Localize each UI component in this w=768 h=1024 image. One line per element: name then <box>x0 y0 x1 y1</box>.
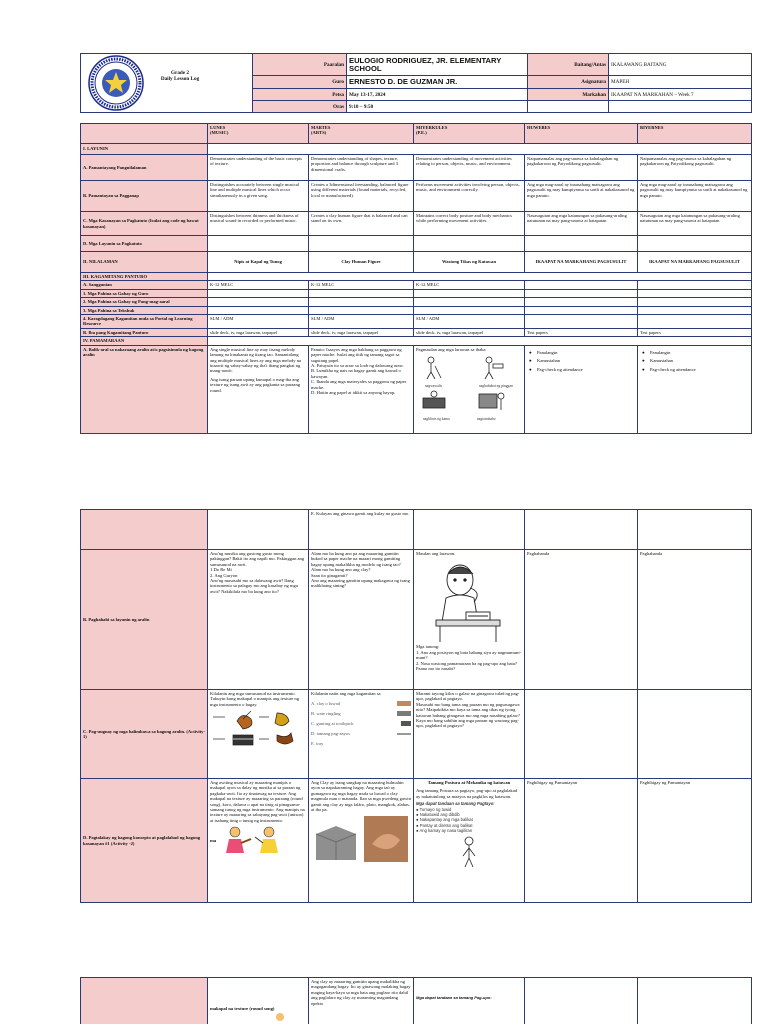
iba-pang-lunes: slide deck, tv, mga larawan, tarpapel <box>208 329 309 337</box>
empty-cell <box>525 978 638 1024</box>
bottom-miyerkules <box>414 978 525 1024</box>
paaralan-value: EULOGIO RODRIGUEZ, JR. ELEMENTARY SCHOOL <box>347 54 528 76</box>
empty-cell <box>208 298 309 306</box>
day-lunes: LUNES (MUSIC) <box>208 124 309 144</box>
day-huwebes: HUWEBES <box>525 124 638 144</box>
lesson-table-page2 <box>80 509 752 903</box>
balik-aral-biyernes <box>638 345 752 433</box>
balik-aral-lunes-p1: Ang single musical line ay may iisang melody lamang na kinakanta ng iisang tao. Samantalang ang multiple musical lines ay ang mga melody na inaawit ng sabay-sabay ng iba't ibang pangkat ng mang-aawit. <box>210 346 302 374</box>
pagtalakay-lunes <box>208 779 309 903</box>
list-item: ● Nakatuwid ang dibdib <box>416 812 460 818</box>
chore-caption-4: nagtatrabaho <box>477 417 496 422</box>
empty-cell <box>638 236 752 252</box>
chore-picture-2 <box>485 357 503 379</box>
list-item: C. gunting at toothpick <box>311 719 411 729</box>
sanggunian-lunes: K-12 MELC <box>208 281 309 289</box>
markahan-value: IKAAPAT NA MARKAHAN – Week 7 <box>609 89 752 101</box>
empty-cell <box>638 690 752 779</box>
balik-aral-miyerkules-title: Pagmasdan ang mga larawan sa ibaba <box>416 346 486 352</box>
pag-uugnay-martes-text: Kilalanin natin ang mga kagamitan sa <box>311 691 381 696</box>
pagtalakay-martes <box>309 779 414 903</box>
empty-cell <box>525 289 638 297</box>
karagdagang-miyerkules: SLM / ADM <box>414 315 525 329</box>
empty-cell <box>525 281 638 289</box>
kasanayan-huwebes: Nasasagutan ang mga katanungan sa pakasang-araling natutunan na may pang-unawa at katapatan <box>525 212 638 236</box>
balik-aral-huwebes <box>525 345 638 433</box>
pagganap-huwebes: Ang mga mag-aaral ay inaasahang maisagawa ang pagsusulit ng may kumpiyansa sa sarili at nakakasunod ng mga panuto. <box>525 181 638 212</box>
baitang-label: Baitang/Antas <box>528 54 609 76</box>
pagtalakay-martes-text: Ang Clay ay isang sangkap na maaaring hulmahin ayon sa napakaraming bagay. Ang mga taò ay gumagawa ng mga bagay mula sa luwad o clay magmula man o matanda. Ilan sa mga pwedeng gawin gamit ang clay ay mga laláro, plato, mangkok, alahas, at iba pa. <box>311 780 411 813</box>
pagganap-miyerkules: Performs movement activities involving person, objects, music, and environment correctly. <box>414 181 525 212</box>
pag-uugnay-miyerkules: Marami tayong kilos o galaw na ginagawa tulad ng pag-upo, paglakad at pagtayo. Masasabi mo bang tama ang paraan mo ng pagsasagawa nito? Maipakikita mo kaya sa tama ang tikas ng iyong katawan habang ginagawa mo ang mga nasabing galaw? Kaya mo bang sabihin ang mga paraan ng wastong pag-upo, paglakad at pagtayo? <box>414 690 525 779</box>
lesson-table-page1 <box>80 123 752 434</box>
empty-cell <box>414 298 525 306</box>
list-item: ● Kamustahan <box>650 358 749 363</box>
empty-cell <box>81 510 208 550</box>
oras-value: 9:10 – 9:50 <box>347 101 528 113</box>
iba-pang-biyernes: Test papers <box>638 329 752 337</box>
kasanayan-martes: Creates a clay human figure that is balanced and can stand on its own. <box>309 212 414 236</box>
chore-picture-4 <box>479 393 504 410</box>
iba-pang-huwebes: Test papers <box>525 329 638 337</box>
standing-posture-picture <box>454 836 484 868</box>
day-biyernes: BIYERNES <box>638 124 752 144</box>
pagtalakay-miyerkules-text: Ang tamang Postura sa pagtayo, pag-upo at paglalakad ay nakatutulong sa maayos na pagkilos ng katawan. <box>416 788 518 799</box>
day-martes: MARTES (ARTS) <box>309 124 414 144</box>
list-item: ● Pag-check ng attendance <box>537 367 635 372</box>
row-pagganap-label: B. Pamantayan sa Pagganap <box>81 181 208 212</box>
pangnilalaman-lunes: Demonstrates understanding of the basic concepts of texture. <box>208 155 309 181</box>
empty-cell <box>414 289 525 297</box>
empty-cell <box>309 289 414 297</box>
empty-cell <box>638 298 752 306</box>
list-item: E. tray <box>311 741 324 747</box>
iba-pang-miyerkules: slide deck, tv, mga larawan, tarpapel <box>414 329 525 337</box>
row-pahina-mag-aaral-label: 2. Mga Pahina sa Gabay ng Pang-mag-aaral <box>81 298 208 306</box>
chore-picture-1 <box>427 357 441 379</box>
empty-cell <box>528 101 609 113</box>
row-layunin-label: D. Mga Layunin sa Pagkatuto <box>81 236 208 252</box>
empty-cell <box>309 236 414 252</box>
clay-icon <box>397 701 411 706</box>
list-item: ● Tumayo ng tuwid <box>416 806 452 812</box>
pagtalakay-lunes-tail: ma <box>210 837 217 843</box>
empty-cell <box>208 306 309 314</box>
balik-aral-lunes-p2: Ang isang paraan upang kumapal o mag-iba ang texture ng isang awit ay ang pagkanta sa paraang round. <box>210 376 301 393</box>
pangnilalaman-miyerkules: Demonstrates understanding of movement activities relating to person, objects, music, and environment. <box>414 155 525 181</box>
bottom-martes: Ang clay ay maaaring gamitin upang makalikha ng magagandang bagay. Ito ay ginawang malaking bagay maging kaya-kaya sa mga bata ang paglaro rito dahil ang paglalaro ng clay ay maraming magandang epekto <box>309 978 414 1024</box>
tool-icon <box>397 711 411 716</box>
baitang-value: IKALAWANG BAITANG <box>609 54 752 76</box>
pag-uugnay-lunes-text: Kilalanin ang mga sumusunod na instrumento. Tukuyin kung makapal o manipis ang texture ng mga instrumento o bagay. <box>210 691 300 707</box>
wire-icon <box>397 733 411 735</box>
markahan-label: Markahan <box>528 89 609 101</box>
empty-cell <box>208 144 752 155</box>
bottom-lunes <box>208 978 309 1024</box>
section-pamamaraan: IV. PAMAMARAAN <box>81 337 208 345</box>
sanggunian-martes: K-12 MELC <box>309 281 414 289</box>
empty-cell <box>81 978 208 1024</box>
oras-label: Oras <box>253 101 347 113</box>
clay-pictures <box>312 814 410 864</box>
bottom-miyerkules-text: Mga dapat tandaan sa tamang Pag-upo: <box>416 995 492 1000</box>
scissors-icon <box>401 721 411 726</box>
empty-cell <box>414 510 525 550</box>
bottom-lunes-text: makapal na texture (round song) <box>210 1006 275 1011</box>
empty-cell <box>638 978 752 1024</box>
row-iba-pang-label: B. Iba pang Kagamitang Panturo <box>81 329 208 337</box>
chore-caption-2: nagbubuhat ng pinggan <box>479 384 513 389</box>
paghahabi-miyerkules-title: Masdan ang larawan. <box>416 551 456 556</box>
corner-cell <box>81 124 208 144</box>
nilalaman-miyerkules: Wastong Tikas ng Katawan <box>414 252 525 273</box>
kasanayan-miyerkules: Maintains correct body posture and body mechanics while performing movement activities. <box>414 212 525 236</box>
row-balik-aral-label: A. Balik-aral sa nakaraang aralin at/o pagsisimula ng bagong aralin <box>81 345 208 433</box>
empty-cell <box>208 273 752 281</box>
log-title: Daily Lesson Log <box>160 76 200 83</box>
pagtalakay-miyerkules <box>414 779 525 903</box>
asignatura-label: Asignatura <box>528 76 609 89</box>
pagtalakay-huwebes: Pagbibigay ng Pamantayan <box>525 779 638 903</box>
empty-cell <box>208 337 752 345</box>
section-nilalaman: II. NILALAMAN <box>81 252 208 273</box>
row-pagtalakay-label: D. Pagtalakay ng bagong konsepto at paglalahad ng bagong kasanayan #1 (Activity -2) <box>81 779 208 903</box>
pangnilalaman-huwebes: Naipamamalas ang pag-unawa sa kahalagahan ng pagkakaroon ng Patyodikong pagsusulit. <box>525 155 638 181</box>
pagtalakay-lunes-text: Ang awiting musical ay maaaring manipis o makapal ayon sa dalay ng musika at sa paraan ng pagkaka-awit. Ito ay tinatawag na texture. Ang makapal na texture ay maaaring sa paraang (round song), koro, dalawa o apat na tinig at pinagsama-samang tunog ng mga instrumento. Ang manipis na texture ay maaaring sa sabayang pag-awit (unison) at isahang tinig o tunog ng instrumento. <box>210 780 305 823</box>
paghahabi-lunes: Ano'ng musika ang gustong gusto mong pakinggan? Bakit ito ang napili mo. Pakinggan ang sumusunod na awit. 1.Do Re Mi 2. Ang Guryon Ano'ng masasabi mo sa dalawang awit? Ilang instrumento sa palagay mo ang kasabay ng mga awit? Nakikilala mo ba kung ano ito? <box>208 550 309 690</box>
lesson-table-page3 <box>80 977 752 1024</box>
row-pahina-gabay-label: 1. Mga Pahina sa Gabay ng Guro <box>81 289 208 297</box>
empty-cell <box>525 510 638 550</box>
pagganap-martes: Creates a 3dimensional freestanding, balanced figure using different materials (found materials, recycled, local or manufactured). <box>309 181 414 212</box>
huwebes-list <box>527 350 635 372</box>
posture-box-title: Mga dapat tandaan sa tamang Pagtayo: <box>416 801 495 807</box>
cont-martes: E. Kulayan ang ginawa gamit ang kulay na gusto mo. <box>309 510 414 550</box>
paghahabi-miyerkules-questions: Mga tanong: 1. Ano ang posisyon ng bata habang siya ay nagmumuni-muni? 2. Nasa wastong pamamaraan ba ng pag-upo ang bata? Paano mo ito nasabi? <box>416 644 522 672</box>
empty-cell <box>525 298 638 306</box>
row-teksbuk-label: 3. Mga Pahina sa Teksbuk <box>81 306 208 314</box>
day-miyerkules: MIYERKULES (P.E.) <box>414 124 525 144</box>
sanggunian-miyerkules: K-12 MELC <box>414 281 525 289</box>
empty-cell <box>525 306 638 314</box>
list-item: ● Ang kamay ay nasa tagiliran <box>416 828 473 834</box>
chore-picture-3 <box>423 391 445 408</box>
empty-cell <box>309 306 414 314</box>
instruments-picture <box>211 709 305 753</box>
guro-value: ERNESTO D. DE GUZMAN JR. <box>347 76 528 89</box>
chore-caption-1: nagwawalis <box>425 384 442 389</box>
row-pag-uugnay-label: C. Pag-uugnay ng mga halimbawa sa bagong aralin. (Activity-1) <box>81 690 208 779</box>
petsa-label: Petsa <box>253 89 347 101</box>
tools-list <box>311 699 411 749</box>
row-kasanayan-label: C. Mga Kasanayan sa Pagkatuto (Isulat ang code ng bawat kasanayan) <box>81 212 208 236</box>
pagtalakay-miyerkules-title: Tamang Postura at Mekanika ng katawan <box>427 780 511 785</box>
pagtalakay-biyernes: Pagbibigay ng Pamantayan <box>638 779 752 903</box>
list-item: D. tamang pag-aayos <box>311 729 411 739</box>
empty-cell <box>525 315 638 329</box>
row-sanggunian-label: A. Sanggunian <box>81 281 208 289</box>
pangnilalaman-biyernes: Naipamamalas ang pag-unawa sa kahalagahan ng pagkakaroon ng Patyodikong pagsusulit. <box>638 155 752 181</box>
row-pangnilalaman-label: A. Pamantayang Pangnilalaman <box>81 155 208 181</box>
empty-cell <box>638 306 752 314</box>
iba-pang-martes: slide deck, tv, mga larawan, tarpapel <box>309 329 414 337</box>
empty-cell <box>609 101 752 113</box>
empty-cell <box>309 298 414 306</box>
paghahabi-martes: Alam mo ba kung ano pa ang maaaring gamitin bukod sa paper mache na maaari mong gamiting bagay upang makalikha ng modelo ng isang tao? Alam mo ba kung ano ang clay? Saan ito ginagamit? Ano ang maaaring gamitin upang makagawa ng isang malikhaing sining? <box>309 550 414 690</box>
list-item: B. wate ringling <box>311 709 411 719</box>
empty-cell <box>208 510 309 550</box>
grade-label: Grade 2 <box>170 70 189 76</box>
paghahabi-miyerkules <box>414 550 525 690</box>
guro-label: Guro <box>253 76 347 89</box>
thinking-boy-picture <box>430 558 508 644</box>
empty-cell <box>414 306 525 314</box>
list-item: ● Panalangin <box>650 350 749 355</box>
list-item: ● Panalangin <box>537 350 635 355</box>
nilalaman-biyernes: IKAAPAT NA MARKAHANG PAGSUSULIT <box>638 252 752 273</box>
list-item: ● Kamustahan <box>537 358 635 363</box>
list-item: ● Pantay at diretso ang balikat <box>416 822 473 828</box>
posture-box <box>416 801 522 833</box>
empty-cell <box>638 289 752 297</box>
empty-cell <box>638 510 752 550</box>
pagganap-lunes: Distinguishes accurately between single musical line and multiple musical lines which occur simultaneously in a given song. <box>208 181 309 212</box>
pagganap-biyernes: Ang mga mag-aaral ay inaasahang maisagawa ang pagsusulit ng may kumpiyansa sa sarili at nakakasunod ng mga panuto. <box>638 181 752 212</box>
karagdagang-lunes: SLM / ADM <box>208 315 309 329</box>
logo-cell <box>81 54 253 113</box>
karagdagang-martes: SLM / ADM <box>309 315 414 329</box>
empty-cell <box>638 315 752 329</box>
balik-aral-lunes <box>208 345 309 433</box>
pag-uugnay-lunes <box>208 690 309 779</box>
empty-cell <box>638 281 752 289</box>
pag-uugnay-martes <box>309 690 414 779</box>
list-item: ● Nakapantay ang mga balikat <box>416 817 473 823</box>
empty-cell <box>414 236 525 252</box>
empty-cell <box>208 236 309 252</box>
list-item: A. clay o luwad <box>311 699 411 709</box>
pangnilalaman-martes: Demonstrates understanding of shapes, texture, proportion and balance through sculpture and 3 dimensional crafts. <box>309 155 414 181</box>
kasanayan-lunes: Distinguishes between thinness and thickness of musical sound in recorded or performed music. <box>208 212 309 236</box>
petsa-value: May 13-17, 2024 <box>347 89 528 101</box>
singers-picture <box>219 825 289 855</box>
nilalaman-martes: Clay Human Figure <box>309 252 414 273</box>
kasanayan-biyernes: Nasasagutan ang mga katanungan sa pakasang-araling natutunan na may pang-unawa at katapatan <box>638 212 752 236</box>
paghahabi-biyernes: Paghahanda <box>638 550 752 690</box>
section-kagamitan: III. KAGAMITANG PANTURO <box>81 273 208 281</box>
nilalaman-lunes: Nipis at Kapal ng Tunog <box>208 252 309 273</box>
empty-cell <box>525 236 638 252</box>
empty-cell <box>525 690 638 779</box>
asignatura-value: MAPEH <box>609 76 752 89</box>
paaralan-label: Paaralan <box>253 54 347 76</box>
balik-aral-martes: Panuto: Isaayos ang mga hakbang sa paggawa ng paper mache. Isulat ang titik ng tamang sagot sa sagutang papel. A. Patuyuin ito sa araw sa loob ng dalawang araw. B. Lumikha ng nais na bagay gamit ang kawad o kawayan. C. Ihanda ang mga materyales sa paggawa ng paper mache. D. Hatiin ang papel at idikit sa anyong bayop. <box>309 345 414 433</box>
nilalaman-huwebes: IKAAPAT NA MARKAHANG PAGSUSULIT <box>525 252 638 273</box>
chore-caption-3: naglilinis ng kama <box>423 417 450 422</box>
header-table <box>80 53 752 113</box>
paghahabi-huwebes: Paghahanda <box>525 550 638 690</box>
chores-pictures <box>419 354 519 424</box>
empty-cell <box>208 289 309 297</box>
row-karagdagang-label: 4. Karagdagang Kagamitan mula sa Portal ng Learning Resource <box>81 315 208 329</box>
singer-icon <box>270 1011 290 1021</box>
section-layunin: I. LAYUNIN <box>81 144 208 155</box>
singers-row <box>210 825 306 855</box>
list-item: ● Pag-check ng attendance <box>650 367 749 372</box>
biyernes-list <box>640 350 749 372</box>
balik-aral-miyerkules <box>414 345 525 433</box>
row-paghahabi-label: B. Paghahabi sa layunin ng aralin <box>81 550 208 690</box>
